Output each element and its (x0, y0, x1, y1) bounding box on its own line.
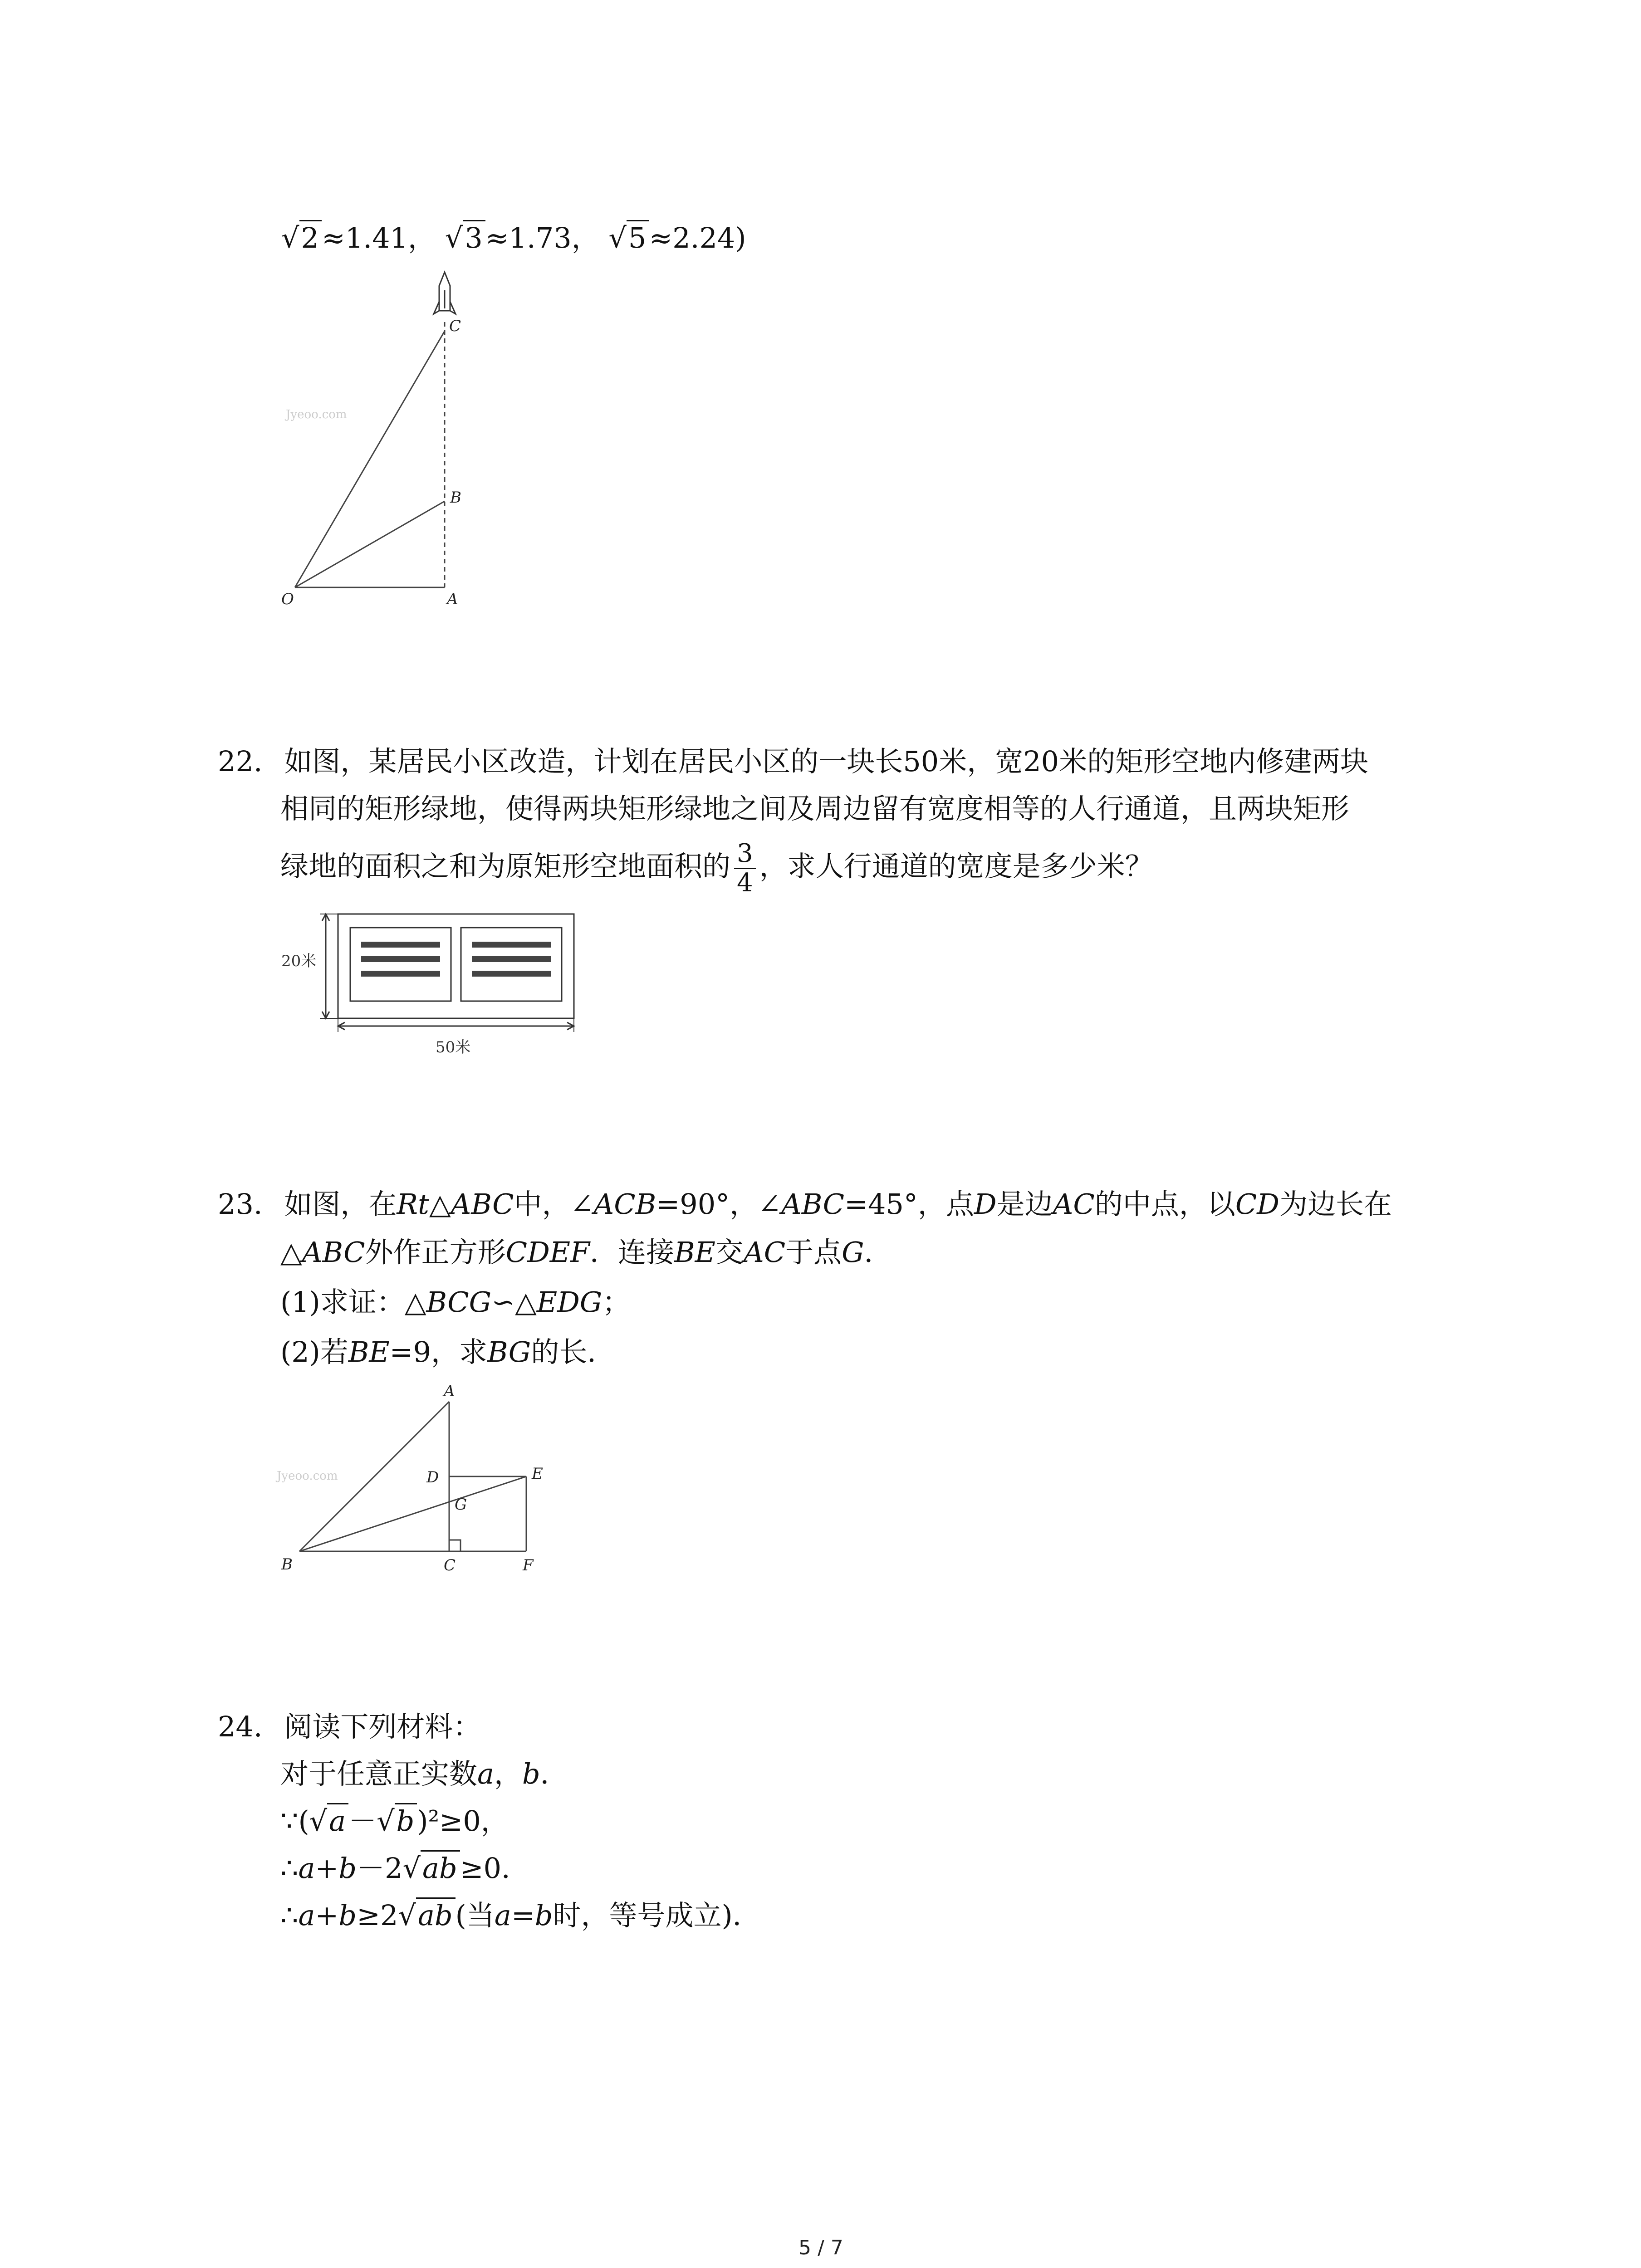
garden-figure (272, 907, 590, 1061)
watermark: Jyeoo.com (286, 408, 347, 421)
height-label: 20米 (281, 952, 317, 970)
label-A: A (447, 590, 458, 608)
q24-line3: ∵(√a－√b)²≥0， (280, 1802, 509, 1841)
q24-line5: ∴a+b≥2√ab(当a=b时，等号成立)． (280, 1896, 761, 1935)
q24-line1: 24. 阅读下列材料： (218, 1710, 481, 1743)
label-D: D (426, 1468, 439, 1486)
label-C: C (449, 317, 461, 335)
label-A: A (444, 1382, 455, 1400)
width-label: 50米 (436, 1038, 471, 1056)
page-number: 5 / 7 (798, 2236, 843, 2259)
q24-line2: 对于任意正实数a，b． (280, 1757, 568, 1790)
q22-line1: 22. 如图，某居民小区改造，计划在居民小区的一块长50米，宽20米的矩形空地内修建两块 (218, 745, 1369, 778)
watermark: Jyeoo.com (277, 1469, 338, 1483)
line-OB (295, 501, 445, 587)
sqrt-5: √5 (608, 219, 649, 258)
approx-value-3: ≈2.24) (649, 221, 746, 254)
approximation-line (281, 219, 746, 258)
right-angle-mark (449, 1540, 460, 1551)
sqrt-2: √2 (281, 219, 322, 258)
plot-right (461, 928, 562, 1001)
label-B: B (450, 489, 461, 507)
rocket-icon (434, 272, 456, 314)
plot-left (350, 928, 451, 1001)
q22-line3: 绿地的面积之和为原矩形空地面积的 $\frac{3}{4}$ ，求人行通道的宽度是多少米？ (280, 839, 1153, 898)
label-B: B (281, 1555, 293, 1574)
q23-part1: (1)求证：△BCG∽△EDG； (280, 1286, 631, 1319)
q22-line2: 相同的矩形绿地，使得两块矩形绿地之间及周边留有宽度相等的人行通道，且两块矩形 (280, 792, 1350, 825)
label-G: G (455, 1496, 467, 1514)
label-C: C (444, 1556, 456, 1574)
q23-line2: △ABC外作正方形CDEF．连接BE交AC于点G． (280, 1236, 892, 1269)
q23-part2: (2)若BE=9，求BG的长． (280, 1335, 616, 1369)
rocket-figure (272, 263, 508, 617)
label-E: E (532, 1465, 543, 1483)
q24-number: 24. (218, 1710, 263, 1743)
outer-rectangle (338, 914, 574, 1018)
label-F: F (523, 1556, 534, 1574)
line-OC (295, 331, 445, 587)
sqrt-3: √3 (445, 219, 485, 258)
q23-line1: 23. 如图，在Rt△ABC中，∠ACB=90°，∠ABC=45°，点D是边AC的中点，以CD为边长在 (218, 1188, 1392, 1221)
q22-number: 22. (218, 745, 263, 778)
q23-number: 23. (218, 1188, 263, 1221)
q24-line4: ∴a+b－2√ab≥0． (280, 1849, 529, 1888)
line-BE (299, 1476, 526, 1551)
label-O: O (281, 590, 294, 608)
triangle-square-figure (272, 1370, 563, 1588)
approx-value-1: ≈1.41， (321, 221, 436, 254)
approx-value-2: ≈1.73， (485, 221, 600, 254)
fraction-three-quarters: $\frac{3}{4}$ (734, 840, 756, 897)
